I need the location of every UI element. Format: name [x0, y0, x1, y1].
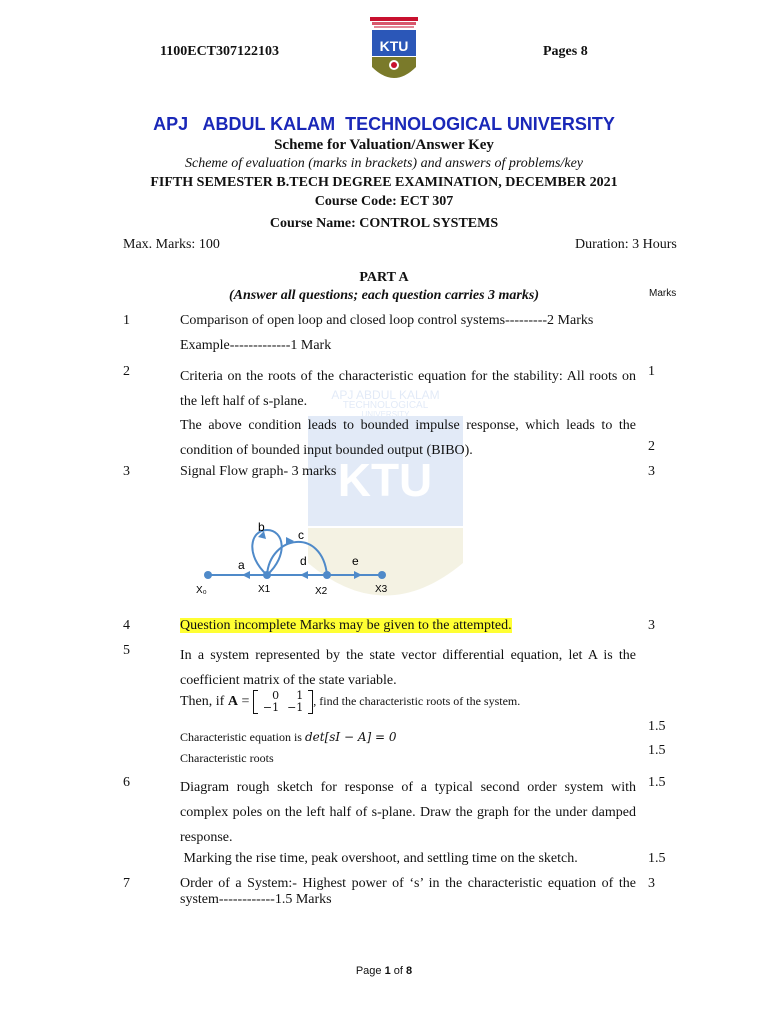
q5-char-eq-prefix: Characteristic equation is	[180, 730, 305, 744]
q2-number: 2	[123, 364, 130, 379]
q2-para2: The above condition leads to bounded impulse response, which leads to the condition of bounded input bounded output (BIBO).	[180, 418, 636, 458]
q1-line1: Comparison of open loop and closed loop control systems---------2 Marks	[180, 313, 594, 328]
q5-matrix	[253, 690, 313, 714]
q6-para1: Diagram rough sketch for response of a typical second order system with complex poles on the left half of s-plane. Draw the graph for the under damped response.	[180, 780, 636, 845]
q5-char-eq	[180, 728, 397, 746]
q4-highlight: Question incomplete Marks may be given to the attempted.	[180, 618, 512, 633]
sfg-node-x1	[263, 571, 271, 579]
page-count: Pages 8	[543, 44, 588, 59]
q7-mark: 3	[648, 876, 655, 891]
q6-mark1: 1.5	[648, 775, 666, 790]
signal-flow-graph	[190, 515, 400, 600]
matrix-cell: −1	[287, 701, 304, 714]
max-marks: Max. Marks: 100	[123, 237, 220, 252]
sfg-feedback-c	[267, 542, 327, 575]
svg-text:KTU: KTU	[337, 454, 433, 506]
sfg-label-c: c	[298, 528, 304, 542]
q2-mark1: 1	[648, 364, 655, 379]
q5-then-line	[180, 690, 520, 714]
q5-equals: =	[237, 694, 253, 710]
q5-then-prefix: Then, if	[180, 694, 228, 710]
sfg-node-label-x1: X1	[258, 584, 271, 595]
q1-number: 1	[123, 313, 130, 328]
sfg-node-x3	[378, 571, 386, 579]
q5-char-roots: Characteristic roots	[180, 751, 274, 765]
marks-column-header: Marks	[649, 288, 677, 299]
paper-code: 1100ECT307122103	[160, 44, 280, 59]
q2-para1: Criteria on the roots of the characteristic equation for the stability: All roots on the left half of s-plane.	[180, 369, 636, 409]
exam-title: FIFTH SEMESTER B.TECH DEGREE EXAMINATION, DECEMBER 2021	[150, 175, 618, 190]
q1-line2: Example-------------1 Mark	[180, 338, 332, 353]
footer-of: of	[390, 965, 407, 977]
watermark-line3: UNIVERSITY	[361, 410, 410, 419]
scheme-subtitle: Scheme of evaluation (marks in brackets) and answers of problems/key	[184, 156, 583, 171]
university-logo	[368, 17, 420, 87]
q4-number: 4	[123, 618, 130, 633]
q3-mark: 3	[648, 464, 655, 479]
matrix-cell: 1	[296, 689, 304, 702]
sfg-node-label-x0: X₀	[196, 585, 207, 596]
q5-matrix-name: A	[227, 694, 238, 710]
part-a-title: PART A	[359, 270, 409, 285]
footer-page-total: 8	[406, 965, 413, 977]
q4-text	[180, 618, 512, 634]
q2-mark2: 2	[648, 439, 655, 454]
sfg-arrow-a	[242, 571, 250, 579]
sfg-node-x2	[323, 571, 331, 579]
footer-page-num: 1	[384, 965, 391, 977]
q7-number: 7	[123, 876, 130, 891]
sfg-label-e: e	[352, 554, 359, 568]
footer-page-prefix: Page	[355, 965, 385, 977]
sfg-node-label-x2: X2	[315, 586, 328, 597]
q5-char-eq-math: det[sI − A] = 0	[304, 730, 397, 744]
sfg-node-label-x3: X3	[375, 584, 388, 595]
sfg-label-b: b	[258, 520, 265, 534]
watermark-line2: TECHNOLOGICAL	[342, 400, 429, 411]
sfg-node-x0	[204, 571, 212, 579]
matrix-cell: 0	[272, 689, 280, 702]
page-footer	[0, 965, 768, 977]
matrix-cell: −1	[262, 701, 280, 714]
q5-then-suffix: , find the characteristic roots of the system.	[313, 694, 521, 709]
course-code: Course Code: ECT 307	[314, 194, 454, 209]
q5-mark1: 1.5	[648, 719, 666, 734]
scheme-title: Scheme for Valuation/Answer Key	[274, 137, 494, 153]
sfg-label-d: d	[300, 554, 307, 568]
sfg-arrow-e	[354, 571, 362, 579]
svg-text:KTU: KTU	[379, 38, 409, 54]
q7-text: Order of a System:- Highest power of ‘s’ in the characteristic equation of the system------------1.5 Marks	[180, 876, 636, 907]
sfg-label-a: a	[238, 558, 245, 572]
q5-para1: In a system represented by the state vector differential equation, let A is the coefficient matrix of the state variable.	[180, 648, 636, 688]
part-a-instruction: (Answer all questions; each question carries 3 marks)	[229, 288, 539, 303]
duration: Duration: 3 Hours	[575, 237, 677, 252]
q3-number: 3	[123, 464, 130, 479]
q6-number: 6	[123, 775, 130, 790]
q3-text: Signal Flow graph- 3 marks	[180, 464, 337, 479]
university-name: APJ ABDUL KALAM TECHNOLOGICAL UNIVERSITY	[153, 114, 615, 134]
sfg-arrow-d	[300, 571, 308, 579]
q6-mark2: 1.5	[648, 851, 666, 866]
q4-mark: 3	[648, 618, 655, 633]
q5-mark2: 1.5	[648, 743, 666, 758]
q5-number: 5	[123, 643, 130, 658]
watermark-line1: APJ ABDUL KALAM	[331, 388, 440, 402]
q6-para2: Marking the rise time, peak overshoot, and settling time on the sketch.	[180, 851, 578, 866]
course-name: Course Name: CONTROL SYSTEMS	[269, 216, 499, 231]
